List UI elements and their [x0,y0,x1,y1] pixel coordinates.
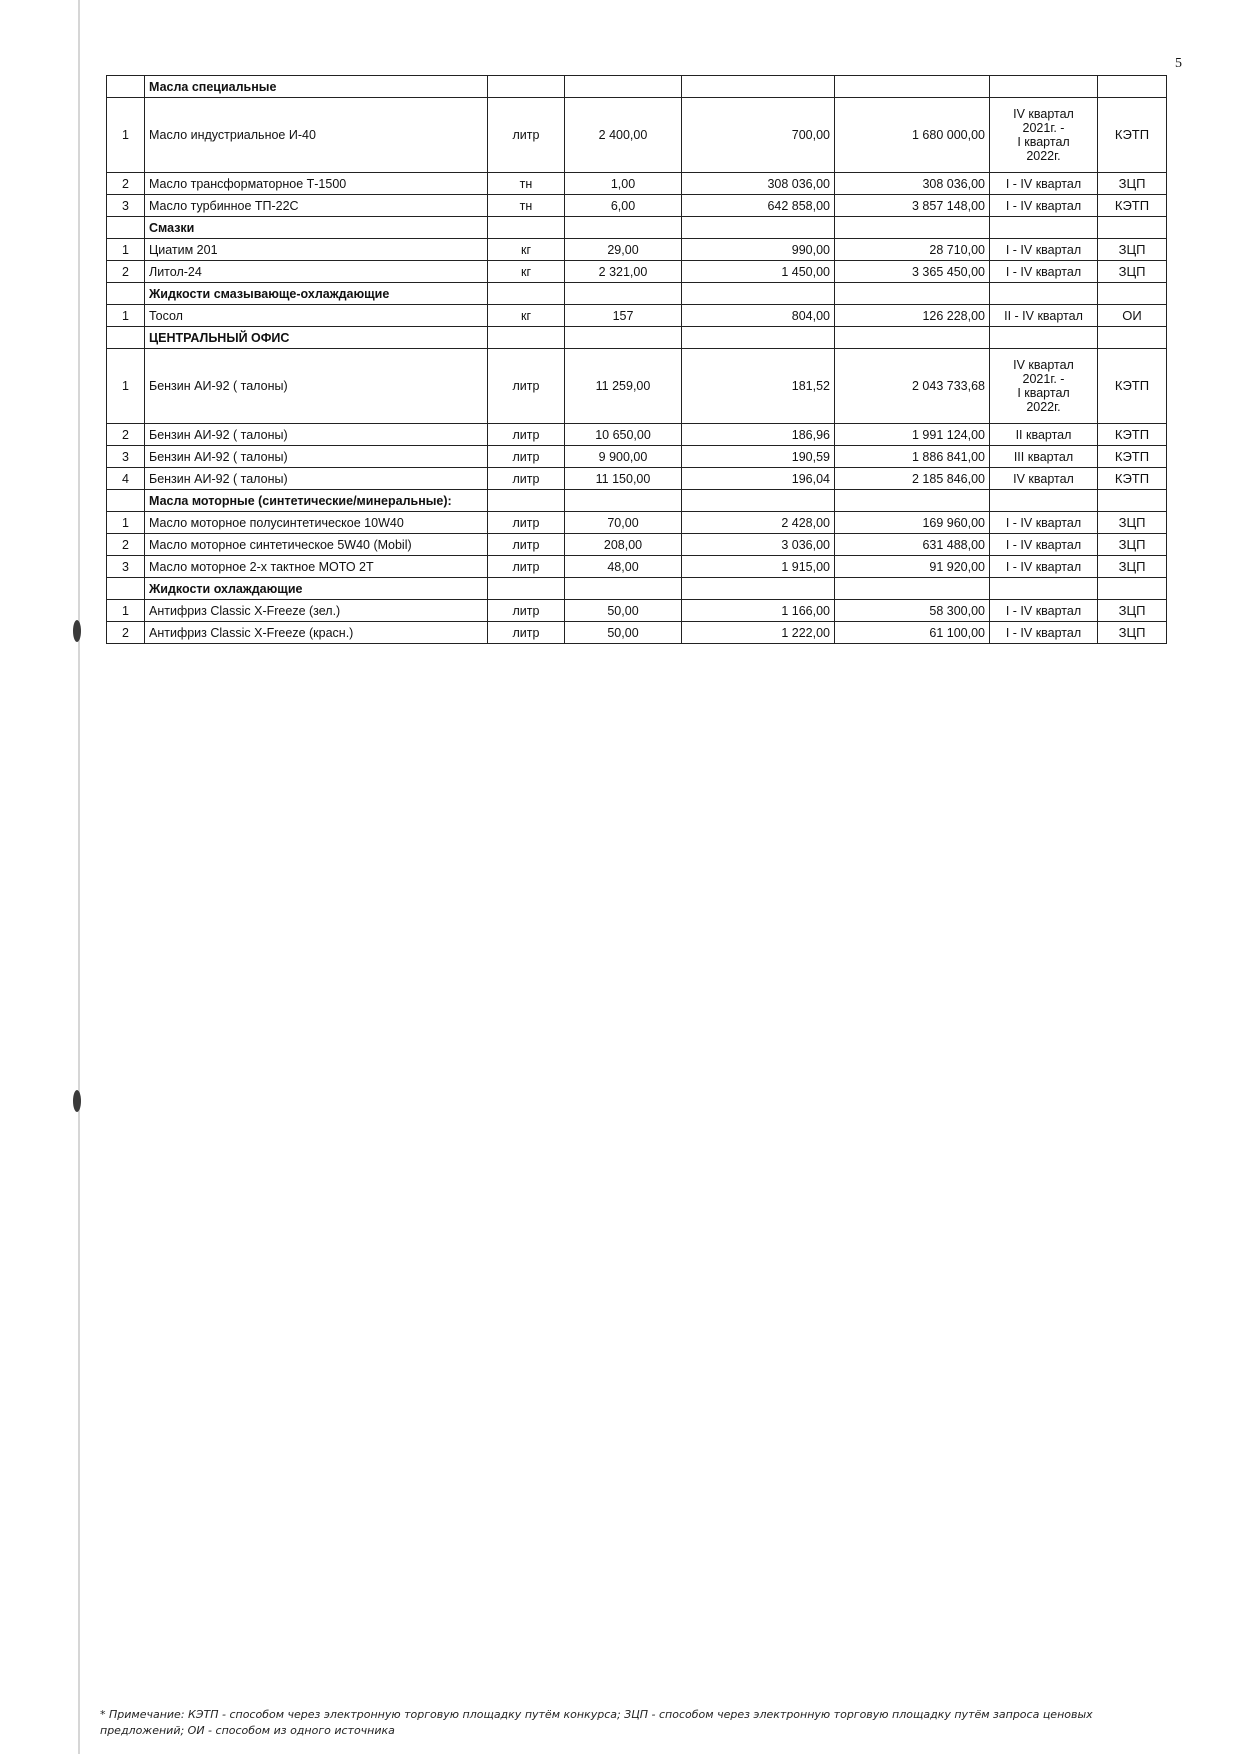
delivery-period [990,261,1098,283]
item-name: Масло турбинное ТП-22С [145,195,488,217]
empty-cell [107,283,145,305]
unit-price: 1 915,00 [682,556,835,578]
empty-cell [107,490,145,512]
unit-of-measure: литр [488,468,565,490]
item-name: Масло индустриальное И-40 [145,98,488,173]
empty-cell [565,490,682,512]
delivery-period [990,534,1098,556]
procurement-method: ЗЦП [1098,622,1167,644]
total-sum: 169 960,00 [835,512,990,534]
delivery-period [990,239,1098,261]
unit-price: 1 450,00 [682,261,835,283]
procurement-method: ЗЦП [1098,261,1167,283]
quantity: 50,00 [565,622,682,644]
section-title: Масла специальные [145,76,488,98]
section-title: Масла моторные (синтетические/минеральные): [145,490,488,512]
footnote: * Примечание: КЭТП - способом через электронную торговую площадку путём конкурса; ЗЦП - способом через электронную торговую площадку путём запроса ценовых предложений; ОИ - способом из одного источника [100,1708,1093,1737]
procurement-table [106,75,1167,644]
table-row [107,305,1167,327]
row-number: 4 [107,468,145,490]
quantity: 10 650,00 [565,424,682,446]
delivery-period [990,173,1098,195]
empty-cell [488,283,565,305]
period-line: I - IV квартал [1005,242,1082,257]
table-row [107,173,1167,195]
unit-price: 3 036,00 [682,534,835,556]
table-row [107,468,1167,490]
unit-of-measure: кг [488,305,565,327]
table-row [107,98,1167,173]
scan-edge-line [78,0,80,1754]
item-name: Бензин АИ-92 ( талоны) [145,424,488,446]
empty-cell [565,217,682,239]
procurement-method: КЭТП [1098,195,1167,217]
period-line: III квартал [1013,449,1074,464]
row-number: 2 [107,622,145,644]
section-title: Жидкости смазывающе-охлаждающие [145,283,488,305]
empty-cell [488,578,565,600]
item-name: Циатим 201 [145,239,488,261]
procurement-method: КЭТП [1098,468,1167,490]
unit-price: 804,00 [682,305,835,327]
unit-price: 186,96 [682,424,835,446]
table-row [107,261,1167,283]
empty-cell [990,578,1098,600]
empty-cell [107,76,145,98]
empty-cell [107,217,145,239]
empty-cell [835,327,990,349]
empty-cell [835,283,990,305]
delivery-period [990,424,1098,446]
procurement-method: ЗЦП [1098,534,1167,556]
delivery-period [990,512,1098,534]
empty-cell [1098,490,1167,512]
quantity: 1,00 [565,173,682,195]
period-line: I - IV квартал [1005,603,1082,618]
delivery-period [990,195,1098,217]
table-row [107,622,1167,644]
quantity: 2 400,00 [565,98,682,173]
procurement-method: КЭТП [1098,98,1167,173]
quantity: 29,00 [565,239,682,261]
item-name: Литол-24 [145,261,488,283]
empty-cell [682,283,835,305]
section-header-row [107,217,1167,239]
period-line: I - IV квартал [1005,176,1082,191]
period-line: II квартал [1015,427,1072,442]
unit-price: 1 222,00 [682,622,835,644]
unit-price: 181,52 [682,349,835,424]
item-name: Антифриз Classic X-Freeze (зел.) [145,600,488,622]
period-line: 2022г. [1026,400,1061,414]
table-row [107,195,1167,217]
table-row [107,349,1167,424]
delivery-period [990,305,1098,327]
unit-of-measure: литр [488,98,565,173]
quantity: 2 321,00 [565,261,682,283]
quantity: 70,00 [565,512,682,534]
empty-cell [1098,327,1167,349]
total-sum: 28 710,00 [835,239,990,261]
total-sum: 91 920,00 [835,556,990,578]
total-sum: 1 991 124,00 [835,424,990,446]
period-line: I - IV квартал [1005,515,1082,530]
item-name: Тосол [145,305,488,327]
procurement-method: ЗЦП [1098,556,1167,578]
table-row [107,534,1167,556]
delivery-period [990,446,1098,468]
delivery-period [990,622,1098,644]
empty-cell [1098,217,1167,239]
quantity: 11 150,00 [565,468,682,490]
empty-cell [682,217,835,239]
unit-price: 1 166,00 [682,600,835,622]
procurement-method: ЗЦП [1098,173,1167,195]
procurement-method: КЭТП [1098,424,1167,446]
unit-of-measure: литр [488,600,565,622]
row-number: 1 [107,512,145,534]
section-title: ЦЕНТРАЛЬНЫЙ ОФИС [145,327,488,349]
empty-cell [835,490,990,512]
empty-cell [990,327,1098,349]
period-line: I квартал [1017,135,1070,149]
row-number: 1 [107,600,145,622]
period-line: 2022г. [1026,149,1061,163]
table-row [107,600,1167,622]
table-body [107,76,1167,644]
period-line: I - IV квартал [1005,559,1082,574]
period-line: I - IV квартал [1005,537,1082,552]
section-header-row [107,327,1167,349]
unit-price: 642 858,00 [682,195,835,217]
empty-cell [682,578,835,600]
unit-of-measure: литр [488,512,565,534]
procurement-method: КЭТП [1098,349,1167,424]
unit-of-measure: литр [488,349,565,424]
quantity: 9 900,00 [565,446,682,468]
row-number: 2 [107,534,145,556]
delivery-period [990,600,1098,622]
quantity: 48,00 [565,556,682,578]
total-sum: 3 365 450,00 [835,261,990,283]
punch-hole-mark [73,1090,81,1112]
unit-price: 2 428,00 [682,512,835,534]
row-number: 2 [107,424,145,446]
procurement-method: ЗЦП [1098,512,1167,534]
table-row [107,512,1167,534]
quantity: 208,00 [565,534,682,556]
procurement-method: ЗЦП [1098,239,1167,261]
unit-price: 990,00 [682,239,835,261]
row-number: 1 [107,305,145,327]
procurement-method: КЭТП [1098,446,1167,468]
empty-cell [1098,283,1167,305]
unit-price: 190,59 [682,446,835,468]
item-name: Масло моторное синтетическое 5W40 (Mobil) [145,534,488,556]
section-title: Смазки [145,217,488,239]
empty-cell [682,327,835,349]
empty-cell [565,578,682,600]
total-sum: 58 300,00 [835,600,990,622]
section-header-row [107,76,1167,98]
empty-cell [488,490,565,512]
empty-cell [1098,578,1167,600]
unit-of-measure: кг [488,261,565,283]
page-number: 5 [1175,56,1182,71]
unit-of-measure: литр [488,534,565,556]
item-name: Масло моторное полусинтетическое 10W40 [145,512,488,534]
row-number: 2 [107,173,145,195]
total-sum: 308 036,00 [835,173,990,195]
period-line: I - IV квартал [1005,625,1082,640]
empty-cell [990,217,1098,239]
unit-of-measure: литр [488,556,565,578]
empty-cell [835,578,990,600]
total-sum: 3 857 148,00 [835,195,990,217]
row-number: 3 [107,446,145,468]
unit-price: 196,04 [682,468,835,490]
period-line: IV квартал [1013,358,1074,372]
row-number: 3 [107,195,145,217]
delivery-period [990,468,1098,490]
empty-cell [835,76,990,98]
table-row [107,446,1167,468]
period-line: 2021г. - [1022,372,1065,386]
section-header-row [107,283,1167,305]
unit-of-measure: литр [488,424,565,446]
total-sum: 631 488,00 [835,534,990,556]
empty-cell [682,490,835,512]
section-header-row [107,490,1167,512]
empty-cell [1098,76,1167,98]
procurement-method: ЗЦП [1098,600,1167,622]
empty-cell [835,217,990,239]
unit-price: 700,00 [682,98,835,173]
item-name: Бензин АИ-92 ( талоны) [145,446,488,468]
empty-cell [682,76,835,98]
total-sum: 126 228,00 [835,305,990,327]
period-line: IV квартал [1013,471,1074,486]
empty-cell [990,490,1098,512]
unit-of-measure: литр [488,622,565,644]
period-line: I - IV квартал [1005,198,1082,213]
empty-cell [565,327,682,349]
item-name: Масло трансформаторное Т-1500 [145,173,488,195]
row-number: 1 [107,239,145,261]
total-sum: 2 185 846,00 [835,468,990,490]
empty-cell [488,217,565,239]
row-number: 3 [107,556,145,578]
delivery-period [990,556,1098,578]
section-header-row [107,578,1167,600]
item-name: Бензин АИ-92 ( талоны) [145,468,488,490]
period-line: II - IV квартал [1004,308,1083,323]
empty-cell [488,76,565,98]
table-row [107,239,1167,261]
unit-of-measure: тн [488,173,565,195]
row-number: 1 [107,98,145,173]
delivery-period [990,349,1098,424]
quantity: 157 [565,305,682,327]
unit-price: 308 036,00 [682,173,835,195]
empty-cell [990,76,1098,98]
item-name: Антифриз Classic X-Freeze (красн.) [145,622,488,644]
total-sum: 1 886 841,00 [835,446,990,468]
empty-cell [107,327,145,349]
quantity: 50,00 [565,600,682,622]
quantity: 11 259,00 [565,349,682,424]
period-line: IV квартал [1013,107,1074,121]
total-sum: 1 680 000,00 [835,98,990,173]
empty-cell [565,283,682,305]
punch-hole-mark [73,620,81,642]
item-name: Бензин АИ-92 ( талоны) [145,349,488,424]
unit-of-measure: кг [488,239,565,261]
delivery-period [990,98,1098,173]
empty-cell [990,283,1098,305]
empty-cell [107,578,145,600]
total-sum: 61 100,00 [835,622,990,644]
row-number: 1 [107,349,145,424]
section-title: Жидкости охлаждающие [145,578,488,600]
unit-of-measure: тн [488,195,565,217]
table-row [107,556,1167,578]
total-sum: 2 043 733,68 [835,349,990,424]
unit-of-measure: литр [488,446,565,468]
empty-cell [488,327,565,349]
quantity: 6,00 [565,195,682,217]
table-row [107,424,1167,446]
row-number: 2 [107,261,145,283]
item-name: Масло моторное 2-х тактное МОТО 2Т [145,556,488,578]
period-line: I - IV квартал [1005,264,1082,279]
procurement-method: ОИ [1098,305,1167,327]
period-line: I квартал [1017,386,1070,400]
period-line: 2021г. - [1022,121,1065,135]
empty-cell [565,76,682,98]
